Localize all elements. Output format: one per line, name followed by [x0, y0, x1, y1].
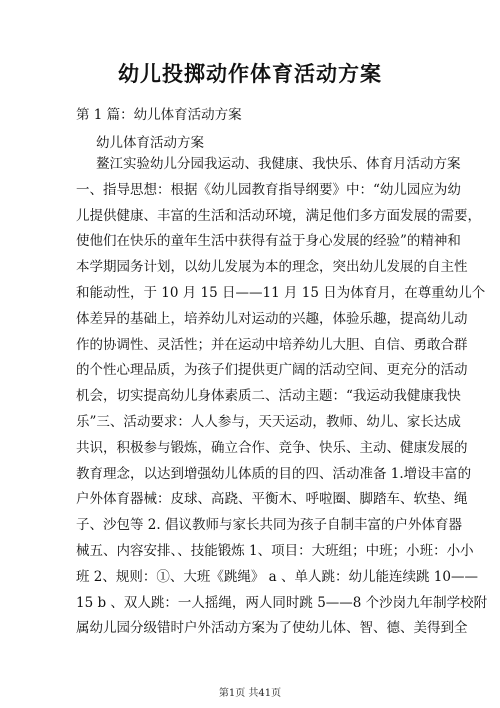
body-line: 共识，积极参与锻炼，确立合作、竞争、快乐、主动、健康发展的: [76, 439, 468, 456]
body-line: 户外体育器械：皮球、高跷、平衡木、呼啦圈、脚踏车、软垫、绳: [76, 491, 468, 508]
body-line: 儿提供健康、丰富的生活和活动环境，满足他们多方面发展的需要，: [76, 207, 481, 224]
body-line: 班 2、规则：①、大班《跳绳》 a 、单人跳：幼儿能连续跳 10——: [76, 568, 478, 585]
page-footer: 第1页 共41页: [218, 688, 282, 699]
body-line: 15 b 、双人跳：一人摇绳，两人同时跳 5——8 个沙岗九年制学校附: [76, 594, 488, 611]
body-line: 一、指导思想：根据《幼儿园教育指导纲要》中：“幼儿园应为幼: [76, 181, 461, 198]
document-title: 幼儿投掷动作体育活动方案: [118, 61, 382, 86]
section-subheading: 幼儿体育活动方案: [96, 135, 204, 151]
body-line: 乐”三、活动要求：人人参与，天天运动，教师、幼儿、家长达成: [76, 413, 461, 430]
chapter-heading: 第 1 篇：幼儿体育活动方案: [76, 107, 242, 123]
document-body: [76, 152, 488, 642]
body-line: 子、沙包等 2. 倡议教师与家长共同为孩子自制丰富的户外体育器: [76, 517, 462, 534]
body-line: 和能动性，于 10 月 15 日——11 月 15 日为体育月，在尊重幼儿个: [76, 284, 486, 301]
body-line: 作的协调性、灵活性；并在运动中培养幼儿大胆、自信、勇敢合群: [76, 336, 468, 353]
body-line: 本学期园务计划，以幼儿发展为本的理念，突出幼儿发展的自主性: [76, 259, 468, 276]
body-line: 教育理念，以达到增强幼儿体质的目的四、活动准备 1.增设丰富的: [76, 465, 472, 482]
body-line: 属幼儿园分级错时户外活动方案为了使幼儿体、智、德、美得到全: [76, 620, 468, 637]
body-line: 的个性心理品质，为孩子们提供更广阔的活动空间、更充分的活动: [76, 362, 468, 379]
body-line: 机会，切实提高幼儿身体素质二、活动主题：“我运动我健康我快: [76, 388, 461, 405]
body-line: 鳌江实验幼儿分园我运动、我健康、我快乐、体育月活动方案: [96, 156, 461, 172]
body-line: 械五、内容安排、、技能锻炼 1、项目：大班组；中班；小班：小小: [76, 542, 474, 559]
body-line: 使他们在快乐的童年生活中获得有益于身心发展的经验”的精神和: [76, 233, 461, 250]
body-line: 体差异的基础上，培养幼儿对运动的兴趣，体验乐趣，提高幼儿动: [76, 310, 468, 327]
